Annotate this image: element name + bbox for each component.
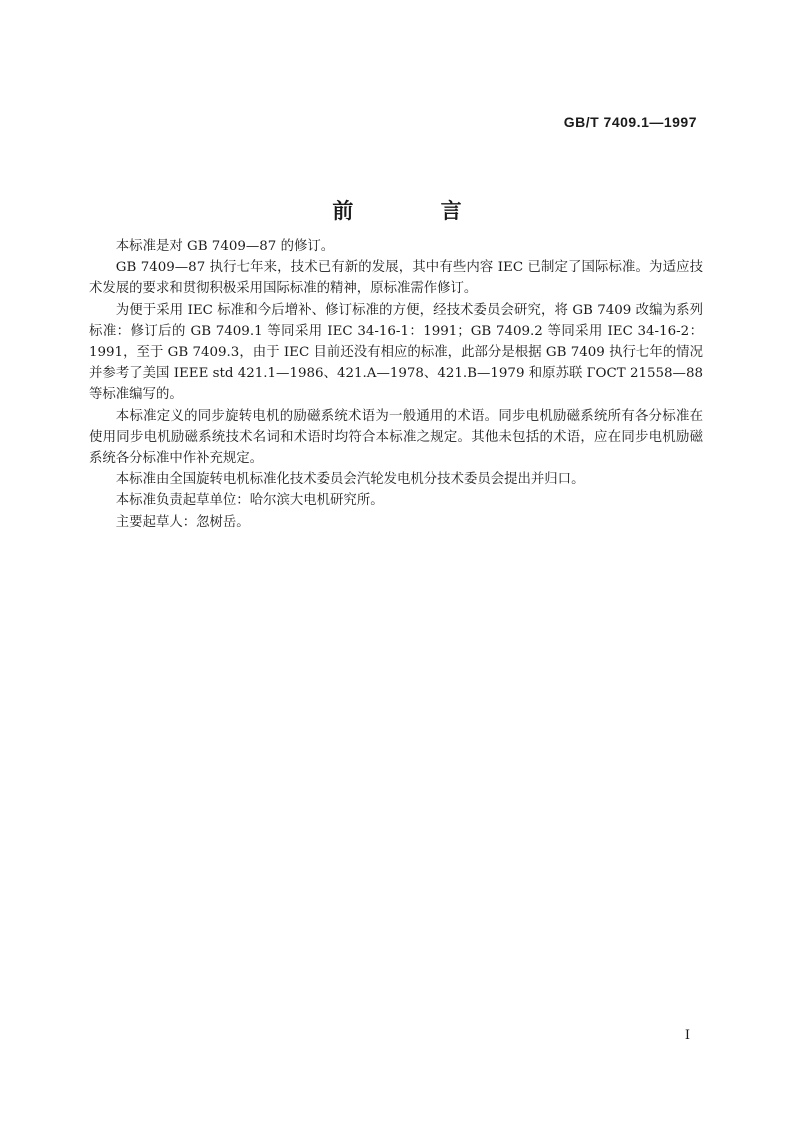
paragraph-revision-note: 本标准是对 GB 7409—87 的修订。	[115, 239, 335, 254]
body-text	[89, 236, 703, 533]
paragraph-proposer: 本标准由全国旋转电机标准化技术委员会汽轮发电机分技术委员会提出并归口。	[115, 472, 585, 488]
paragraph-drafters: 主要起草人：忽树岳。	[115, 514, 250, 530]
paragraph-scope: 本标准定义的同步旋转电机的励磁系统术语为一般通用的术语。同步电机励磁系统所有各分标准在使用同步电机励磁系统技术名词和术语时均符合本标准之规定。其他未包括的术语，应在同步电机励磁系统各分标准中作补充规定。	[89, 408, 703, 467]
paragraph-series-structure: 为便于采用 IEC 标准和今后增补、修订标准的方便，经技术委员会研究，将 GB 7409 改编为系列标准：修订后的 GB 7409.1 等同采用 IEC 34-16-1：1991；GB 7409.2 等同采用 IEC 34-16-2：1991，至于 GB 7409.3，由于 IEC 目前还没有相应的标准，此部分是根据 GB 7409 执行七年的情况并参考了美国 IEEE std 421.1—1986、421.A—1978、421.B—1979 和原苏联 ГОСТ 21558—88 等标准编写的。	[89, 302, 703, 403]
page-number: I	[684, 1028, 690, 1043]
paragraph-drafting-unit: 本标准负责起草单位：哈尔滨大电机研究所。	[115, 493, 384, 509]
page-title: 前 言	[332, 198, 502, 223]
paragraph-background: GB 7409—87 执行七年来，技术已有新的发展，其中有些内容 IEC 已制定了国际标准。为适应技术发展的要求和贯彻积极采用国际标准的精神，原标准需作修订。	[89, 260, 703, 297]
standard-code: GB/T 7409.1—1997	[563, 114, 697, 130]
